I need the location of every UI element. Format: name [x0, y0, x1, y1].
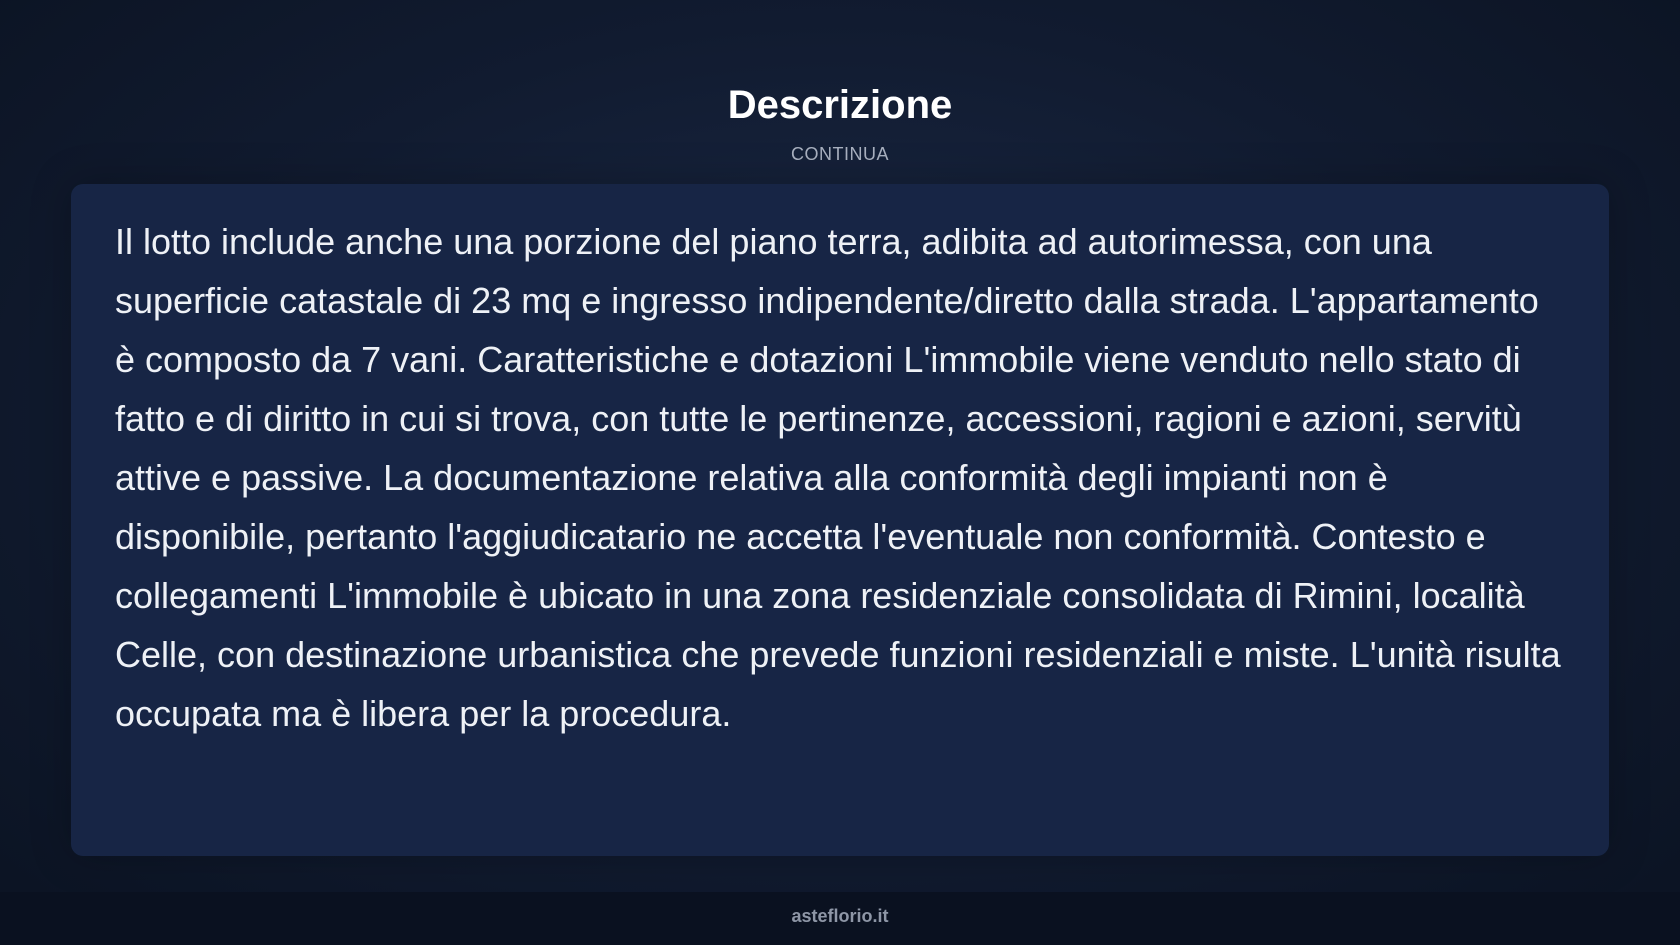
- description-text: Il lotto include anche una porzione del piano terra, adibita ad autorimessa, con una superficie catastale di 23 mq e ingresso indipendente/diretto dalla strada. L'appartamento è composto da 7 vani. Caratteristiche e dotazioni L'immobile viene venduto nello stato di fatto e di diritto in cui si trova, con tutte le pertinenze, accessioni, ragioni e azioni, servitù attive e passive. La documentazione relativa alla conformità degli impianti non è disponibile, pertanto l'aggiudicatario ne accetta l'eventuale non conformità. Contesto e collegamenti L'immobile è ubicato in una zona residenziale consolidata di Rimini, località Celle, con destinazione urbanistica che prevede funzioni residenziali e miste. L'unità risulta occupata ma è libera per la procedura.: [115, 221, 1561, 734]
- footer-site-name: asteflorio.it: [791, 906, 889, 926]
- footer-bar: [0, 892, 1680, 945]
- description-card: [71, 184, 1609, 856]
- page-subtitle: CONTINUA: [791, 144, 889, 164]
- page-header: [0, 78, 1680, 166]
- page-title: Descrizione: [727, 83, 953, 127]
